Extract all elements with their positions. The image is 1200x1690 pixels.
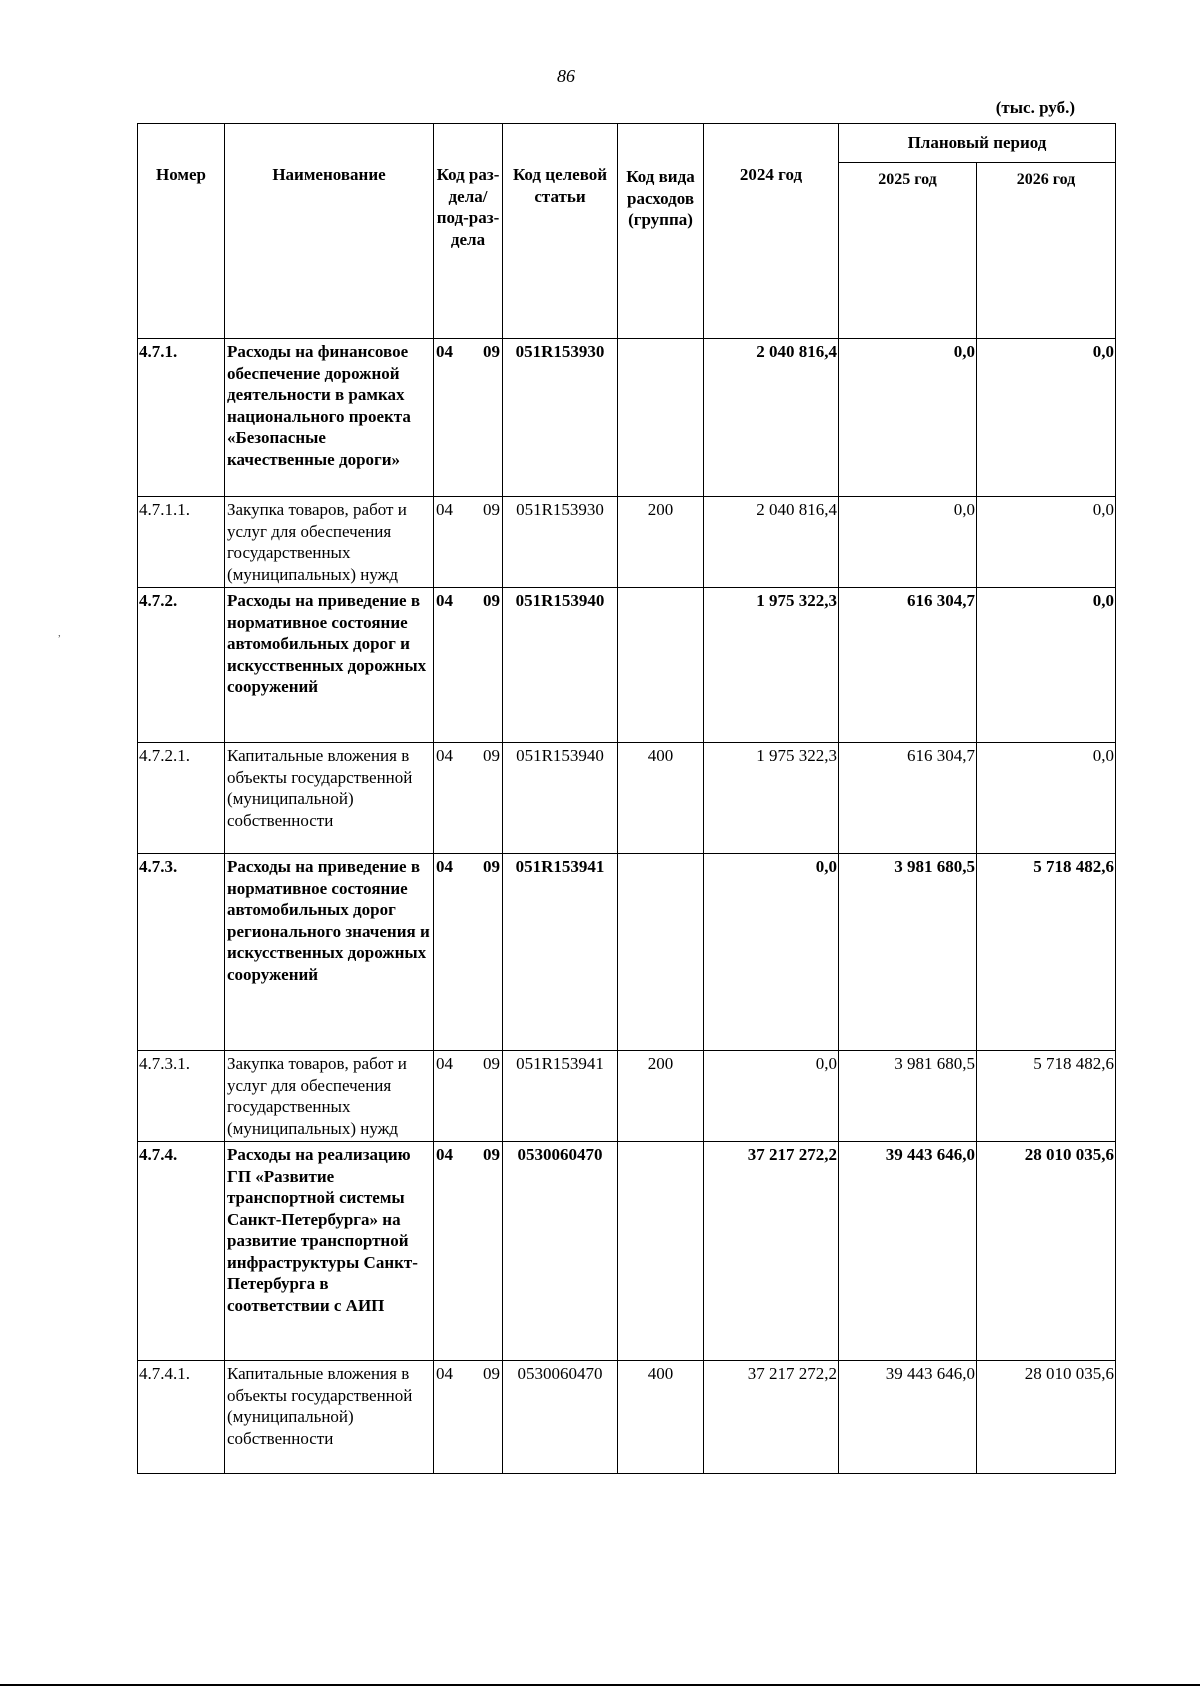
row-2025: 0,0 xyxy=(839,497,977,588)
row-2026: 28 010 035,6 xyxy=(977,1142,1116,1361)
row-section-code xyxy=(434,339,503,497)
row-2025: 39 443 646,0 xyxy=(839,1142,977,1361)
row-section-code xyxy=(434,1051,503,1142)
row-subsection: 09 xyxy=(483,591,500,610)
row-2026: 0,0 xyxy=(977,339,1116,497)
row-2024: 2 040 816,4 xyxy=(704,339,839,497)
row-target-code: 051R153941 xyxy=(503,1051,618,1142)
row-section: 04 xyxy=(436,500,453,519)
row-number: 4.7.2.1. xyxy=(138,743,225,854)
scan-edge-rule xyxy=(0,1684,1200,1686)
row-subsection: 09 xyxy=(483,342,500,361)
table-row xyxy=(138,588,1116,743)
header-target-code: Код целевой статьи xyxy=(503,124,618,339)
row-subsection: 09 xyxy=(483,746,500,765)
row-number: 4.7.1.1. xyxy=(138,497,225,588)
row-expense-type xyxy=(618,854,704,1051)
row-section-code xyxy=(434,1361,503,1474)
row-2024: 37 217 272,2 xyxy=(704,1361,839,1474)
row-section: 04 xyxy=(436,1364,453,1383)
row-number: 4.7.2. xyxy=(138,588,225,743)
row-target-code: 051R153940 xyxy=(503,743,618,854)
row-2026: 0,0 xyxy=(977,588,1116,743)
row-target-code: 051R153941 xyxy=(503,854,618,1051)
row-subsection: 09 xyxy=(483,1054,500,1073)
row-section-code xyxy=(434,854,503,1051)
row-expense-type xyxy=(618,1142,704,1361)
row-section-code xyxy=(434,497,503,588)
row-2025: 616 304,7 xyxy=(839,588,977,743)
table-row xyxy=(138,1051,1116,1142)
row-number: 4.7.1. xyxy=(138,339,225,497)
row-2026: 5 718 482,6 xyxy=(977,1051,1116,1142)
row-subsection: 09 xyxy=(483,1364,500,1383)
table-body xyxy=(138,339,1116,1474)
row-2024: 1 975 322,3 xyxy=(704,743,839,854)
row-name: Расходы на приведение в нормативное состояние автомобильных дорог и искусственных дорожных сооружений xyxy=(225,588,434,743)
scan-mark: , xyxy=(58,627,61,639)
row-name: Капитальные вложения в объекты государственной (муниципальной) собственности xyxy=(225,1361,434,1474)
row-name: Расходы на реализацию ГП «Развитие транспортной системы Санкт-Петербурга» на развитие транспортной инфраструктуры Санкт-Петербурга в соответствии с АИП xyxy=(225,1142,434,1361)
row-2025: 3 981 680,5 xyxy=(839,1051,977,1142)
row-section: 04 xyxy=(436,857,453,876)
row-name: Закупка товаров, работ и услуг для обеспечения государственных (муниципальных) нужд xyxy=(225,497,434,588)
header-2026: 2026 год xyxy=(977,163,1116,339)
row-subsection: 09 xyxy=(483,857,500,876)
table-row xyxy=(138,854,1116,1051)
row-2025: 39 443 646,0 xyxy=(839,1361,977,1474)
row-expense-type: 200 xyxy=(618,497,704,588)
row-section-code xyxy=(434,743,503,854)
row-expense-type: 400 xyxy=(618,1361,704,1474)
row-section: 04 xyxy=(436,591,453,610)
row-2024: 2 040 816,4 xyxy=(704,497,839,588)
table-row xyxy=(138,497,1116,588)
row-section-code xyxy=(434,1142,503,1361)
header-2025: 2025 год xyxy=(839,163,977,339)
row-number: 4.7.4. xyxy=(138,1142,225,1361)
row-number: 4.7.4.1. xyxy=(138,1361,225,1474)
row-target-code: 051R153940 xyxy=(503,588,618,743)
row-2026: 0,0 xyxy=(977,743,1116,854)
row-2024: 0,0 xyxy=(704,1051,839,1142)
row-target-code: 051R153930 xyxy=(503,497,618,588)
header-2024: 2024 год xyxy=(704,124,839,339)
budget-table xyxy=(137,123,1116,1474)
row-section: 04 xyxy=(436,1145,453,1164)
table-row xyxy=(138,339,1116,497)
row-section: 04 xyxy=(436,1054,453,1073)
table-row xyxy=(138,1142,1116,1361)
header-planned-period: Плановый период xyxy=(839,124,1116,163)
row-2026: 28 010 035,6 xyxy=(977,1361,1116,1474)
row-2024: 1 975 322,3 xyxy=(704,588,839,743)
table-row xyxy=(138,743,1116,854)
row-name: Капитальные вложения в объекты государственной (муниципальной) собственности xyxy=(225,743,434,854)
row-2025: 616 304,7 xyxy=(839,743,977,854)
row-expense-type xyxy=(618,339,704,497)
header-row-1 xyxy=(138,124,1116,163)
units-label: (тыс. руб.) xyxy=(995,98,1075,117)
header-number: Номер xyxy=(138,124,225,339)
row-expense-type: 400 xyxy=(618,743,704,854)
row-subsection: 09 xyxy=(483,1145,500,1164)
row-target-code: 051R153930 xyxy=(503,339,618,497)
row-section-code xyxy=(434,588,503,743)
row-2025: 0,0 xyxy=(839,339,977,497)
row-section: 04 xyxy=(436,746,453,765)
row-expense-type xyxy=(618,588,704,743)
row-name: Расходы на приведение в нормативное состояние автомобильных дорог регионального значения и искусственных дорожных сооружений xyxy=(225,854,434,1051)
row-section: 04 xyxy=(436,342,453,361)
row-2026: 0,0 xyxy=(977,497,1116,588)
row-2026: 5 718 482,6 xyxy=(977,854,1116,1051)
row-number: 4.7.3. xyxy=(138,854,225,1051)
row-number: 4.7.3.1. xyxy=(138,1051,225,1142)
row-subsection: 09 xyxy=(483,500,500,519)
row-expense-type: 200 xyxy=(618,1051,704,1142)
row-2024: 37 217 272,2 xyxy=(704,1142,839,1361)
row-name: Закупка товаров, работ и услуг для обеспечения государственных (муниципальных) нужд xyxy=(225,1051,434,1142)
row-target-code: 0530060470 xyxy=(503,1142,618,1361)
row-target-code: 0530060470 xyxy=(503,1361,618,1474)
header-expense-type: Код вида расходов (группа) xyxy=(618,124,704,339)
row-2024: 0,0 xyxy=(704,854,839,1051)
row-name: Расходы на финансовое обеспечение дорожной деятельности в рамках национального проекта «Безопасные качественные дороги» xyxy=(225,339,434,497)
table-row xyxy=(138,1361,1116,1474)
page-number: 86 xyxy=(557,66,575,86)
header-name: Наименование xyxy=(225,124,434,339)
row-2025: 3 981 680,5 xyxy=(839,854,977,1051)
header-section-code: Код раз-дела/ под-раз-дела xyxy=(434,124,503,339)
